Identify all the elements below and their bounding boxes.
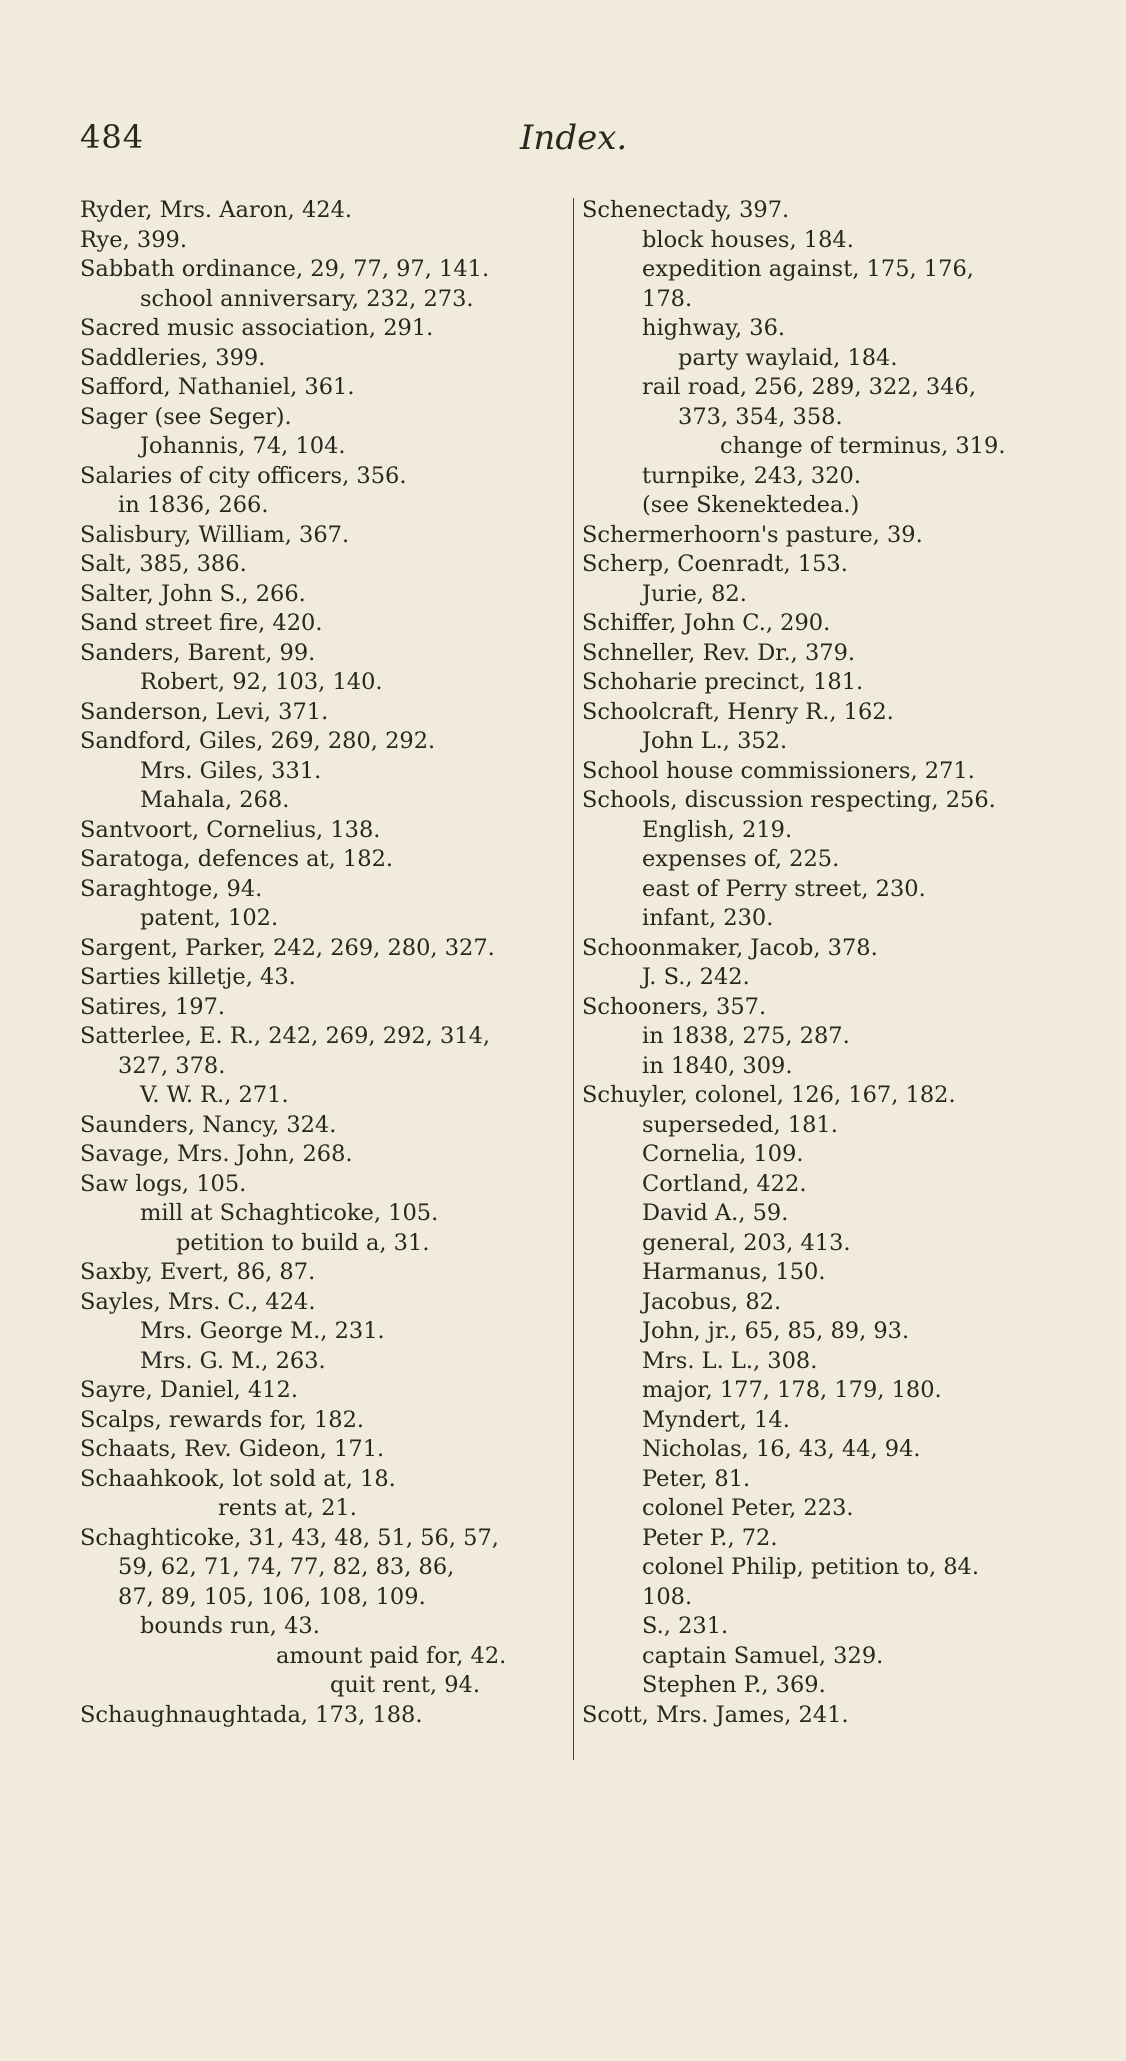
index-entry: Sanders, Barent, 99.	[80, 639, 316, 666]
index-column-left	[80, 196, 572, 1730]
index-entry: Sand street fire, 420.	[80, 610, 323, 636]
index-column-right	[582, 196, 1068, 1730]
index-entry: turnpike, 243, 320.	[642, 462, 861, 489]
index-entry: Schoonmaker, Jacob, 378.	[582, 934, 878, 961]
index-entry: (see Skenektedea.)	[642, 492, 860, 518]
index-entry: infant, 230.	[642, 905, 774, 931]
index-entry: 108.	[642, 1583, 693, 1610]
index-entry: bounds run, 43.	[140, 1613, 320, 1639]
index-entry: Robert, 92, 103, 140.	[140, 669, 383, 695]
index-entry: Scalps, rewards for, 182.	[80, 1406, 365, 1433]
index-entry: in 1840, 309.	[642, 1052, 793, 1079]
index-entry: Salt, 385, 386.	[80, 551, 247, 577]
index-entry: Jacobus, 82.	[642, 1288, 782, 1315]
index-entry: Salaries of city officers, 356.	[80, 462, 407, 489]
index-entry: amount paid for, 42.	[276, 1642, 507, 1669]
index-entry: Nicholas, 16, 43, 44, 94.	[642, 1436, 921, 1462]
index-entry: Santvoort, Cornelius, 138.	[80, 816, 381, 843]
index-entry: general, 203, 413.	[642, 1229, 851, 1256]
index-entry: mill at Schaghticoke, 105.	[140, 1200, 439, 1226]
index-entry: School house commissioners, 271.	[582, 757, 975, 784]
index-entry: John, jr., 65, 85, 89, 93.	[642, 1318, 910, 1344]
index-entry: Saddleries, 399.	[80, 344, 266, 371]
index-entry: expenses of, 225.	[642, 846, 840, 872]
index-entry: Schaats, Rev. Gideon, 171.	[80, 1436, 385, 1462]
index-entry: Safford, Nathaniel, 361.	[80, 374, 355, 400]
index-entry: Myndert, 14.	[642, 1406, 790, 1433]
index-entry: Sager (see Seger).	[80, 403, 292, 430]
index-entry: 87, 89, 105, 106, 108, 109.	[118, 1583, 426, 1610]
index-entry: Satterlee, E. R., 242, 269, 292, 314,	[80, 1023, 491, 1049]
index-entry: in 1838, 275, 287.	[642, 1023, 850, 1049]
index-entry: Sargent, Parker, 242, 269, 280, 327.	[80, 934, 495, 961]
index-entry: Cornelia, 109.	[642, 1141, 804, 1167]
index-entry: patent, 102.	[140, 905, 279, 931]
index-entry: Schaughnaughtada, 173, 188.	[80, 1701, 423, 1728]
index-entry: Schoolcraft, Henry R., 162.	[582, 698, 894, 725]
index-entry: major, 177, 178, 179, 180.	[642, 1377, 942, 1403]
index-entry: Saraghtoge, 94.	[80, 875, 263, 902]
index-entry: quit rent, 94.	[330, 1672, 480, 1698]
index-entry: captain Samuel, 329.	[642, 1642, 884, 1669]
index-entry: Satires, 197.	[80, 993, 226, 1020]
index-entry: J. S., 242.	[642, 964, 750, 990]
index-entry: Schermerhoorn's pasture, 39.	[582, 521, 923, 548]
column-divider	[573, 198, 574, 1760]
index-entry: Schooners, 357.	[582, 993, 767, 1020]
index-entry: Rye, 399.	[80, 226, 187, 253]
index-entry: colonel Philip, petition to, 84.	[642, 1554, 980, 1580]
page-number: 484	[80, 118, 145, 156]
index-entry: English, 219.	[642, 816, 793, 843]
index-entry: Schiffer, John C., 290.	[582, 610, 831, 636]
index-entry: Mahala, 268.	[140, 787, 290, 813]
index-entry: Salter, John S., 266.	[80, 580, 306, 607]
index-entry: V. W. R., 271.	[140, 1082, 289, 1108]
index-entry: Ryder, Mrs. Aaron, 424.	[80, 197, 353, 223]
index-entry: change of terminus, 319.	[720, 433, 1006, 459]
index-entry: Sayre, Daniel, 412.	[80, 1377, 298, 1403]
index-entry: Schneller, Rev. Dr., 379.	[582, 639, 856, 666]
index-entry: Savage, Mrs. John, 268.	[80, 1141, 353, 1167]
index-entry: Johannis, 74, 104.	[140, 433, 346, 459]
index-entry: Saratoga, defences at, 182.	[80, 846, 394, 872]
index-entry: Sabbath ordinance, 29, 77, 97, 141.	[80, 256, 490, 282]
index-entry: Sayles, Mrs. C., 424.	[80, 1288, 316, 1315]
running-head: Index.	[520, 118, 628, 158]
index-entry: in 1836, 266.	[118, 492, 269, 518]
index-entry: Stephen P., 369.	[642, 1672, 826, 1698]
index-entry: Sarties killetje, 43.	[80, 964, 296, 990]
index-entry: Mrs. George M., 231.	[140, 1318, 385, 1344]
index-entry: Saxby, Evert, 86, 87.	[80, 1259, 316, 1285]
index-entry: highway, 36.	[642, 315, 786, 341]
index-entry: petition to build a, 31.	[176, 1229, 430, 1256]
index-entry: 327, 378.	[118, 1052, 226, 1079]
index-entry: superseded, 181.	[642, 1111, 838, 1138]
index-entry: Schaahkook, lot sold at, 18.	[80, 1465, 396, 1492]
index-entry: Scott, Mrs. James, 241.	[582, 1701, 849, 1728]
index-entry: colonel Peter, 223.	[642, 1495, 854, 1521]
index-entry: Scherp, Coenradt, 153.	[582, 551, 848, 577]
index-entry: rents at, 21.	[218, 1495, 357, 1521]
index-entry: John L., 352.	[642, 728, 788, 754]
index-entry: Schenectady, 397.	[582, 197, 790, 223]
index-entry: Schools, discussion respecting, 256.	[582, 787, 996, 813]
index-entry: Saw logs, 105.	[80, 1170, 247, 1197]
index-entry: Sanderson, Levi, 371.	[80, 698, 329, 725]
index-entry: Mrs. G. M., 263.	[140, 1347, 326, 1374]
index-entry: Mrs. L. L., 308.	[642, 1347, 818, 1374]
index-entry: 373, 354, 358.	[678, 403, 843, 430]
index-entry: rail road, 256, 289, 322, 346,	[642, 374, 976, 400]
index-entry: Mrs. Giles, 331.	[140, 757, 322, 784]
index-entry: Sandford, Giles, 269, 280, 292.	[80, 728, 436, 754]
index-entry: S., 231.	[642, 1613, 729, 1639]
index-entry: Schoharie precinct, 181.	[582, 669, 864, 695]
index-entry: Cortland, 422.	[642, 1170, 807, 1197]
index-entry: expedition against, 175, 176,	[642, 256, 974, 282]
index-entry: Harmanus, 150.	[642, 1259, 826, 1285]
index-entry: Schuyler, colonel, 126, 167, 182.	[582, 1082, 956, 1108]
index-entry: Sacred music association, 291.	[80, 315, 434, 341]
index-entry: Saunders, Nancy, 324.	[80, 1111, 337, 1138]
index-entry: David A., 59.	[642, 1200, 789, 1226]
index-entry: party waylaid, 184.	[678, 344, 898, 371]
index-entry: Salisbury, William, 367.	[80, 521, 350, 548]
index-entry: block houses, 184.	[642, 226, 854, 253]
index-entry: Jurie, 82.	[642, 580, 747, 607]
index-entry: 178.	[642, 285, 693, 312]
index-entry: Peter P., 72.	[642, 1524, 778, 1551]
index-entry: Peter, 81.	[642, 1465, 751, 1492]
index-entry: east of Perry street, 230.	[642, 875, 926, 902]
index-entry: 59, 62, 71, 74, 77, 82, 83, 86,	[118, 1554, 455, 1580]
index-entry: school anniversary, 232, 273.	[140, 285, 474, 312]
page-header	[80, 118, 1058, 162]
index-entry: Schaghticoke, 31, 43, 48, 51, 56, 57,	[80, 1524, 499, 1551]
